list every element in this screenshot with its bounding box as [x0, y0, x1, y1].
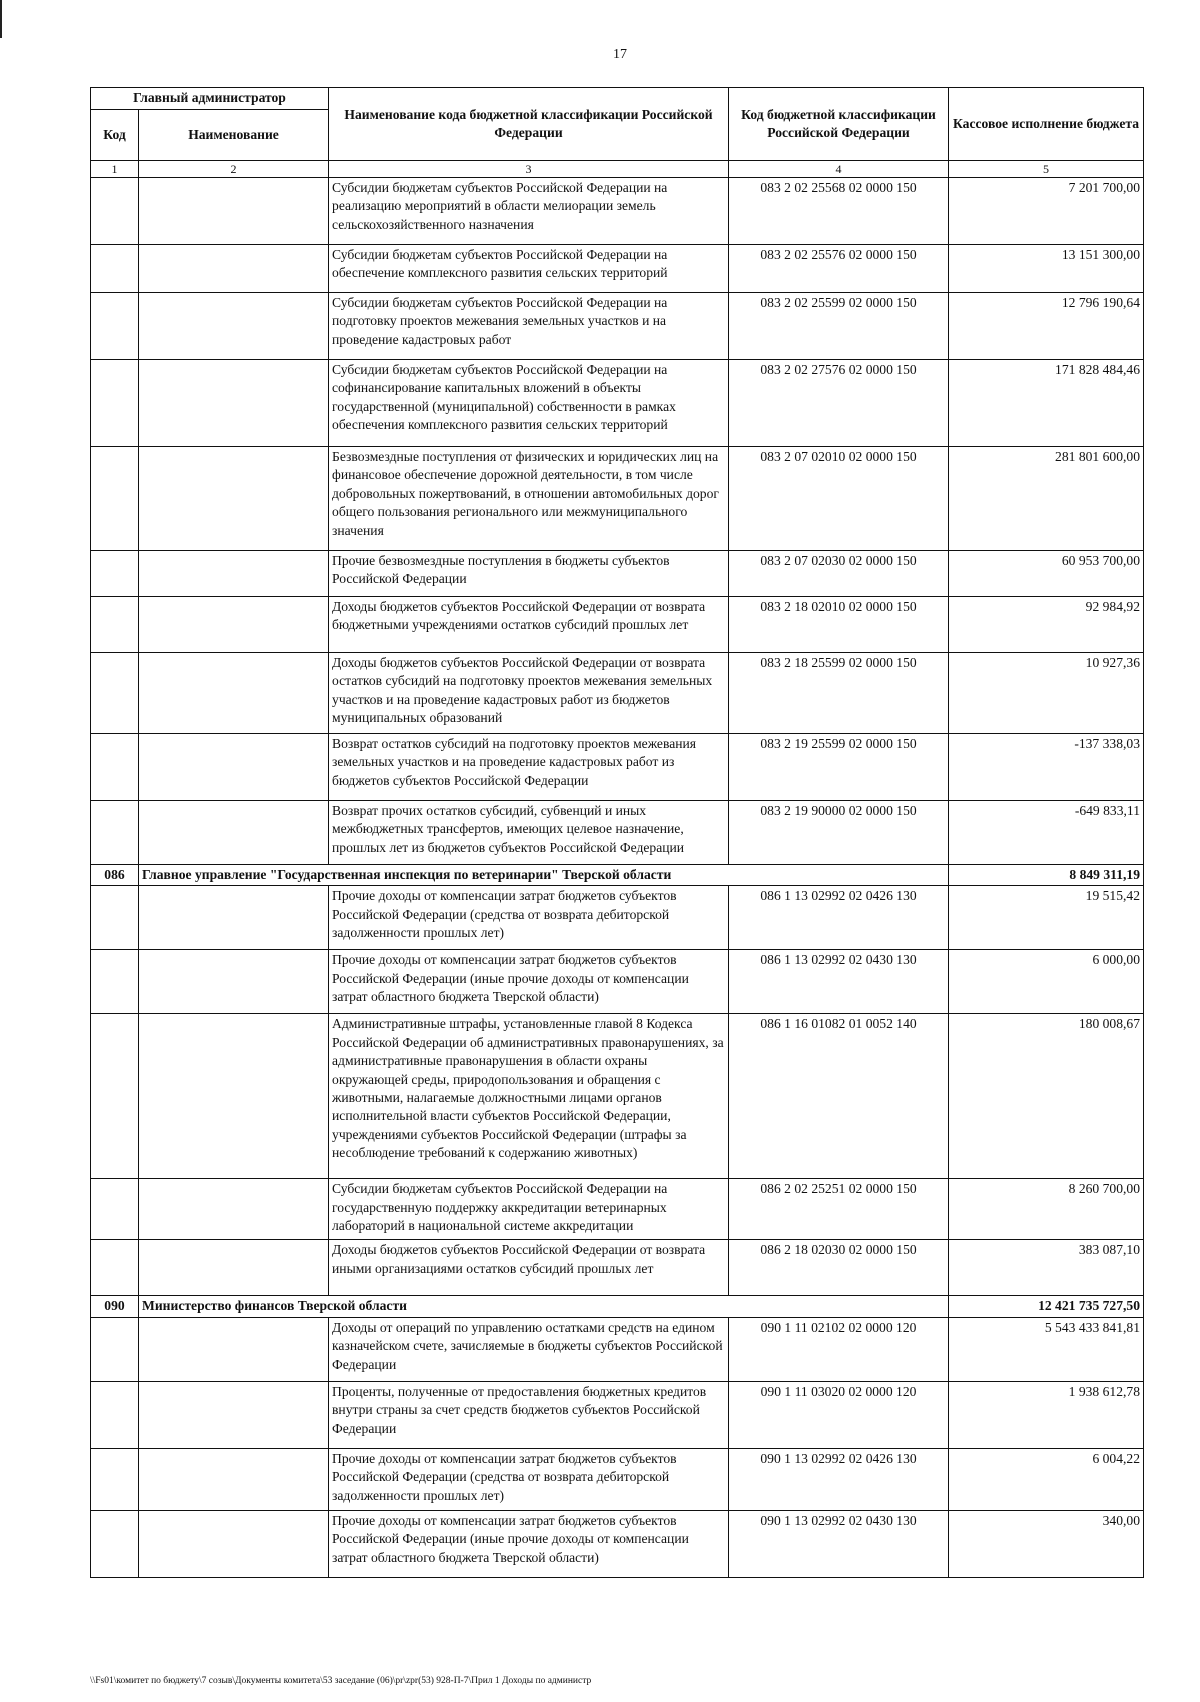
admin-code: 086: [91, 865, 139, 886]
kbk-code-cell: 090 1 13 02992 02 0426 130: [729, 1448, 949, 1510]
kbk-code-cell: 083 2 02 25576 02 0000 150: [729, 245, 949, 293]
table-row: [91, 886, 1144, 950]
amount-cell: 6 004,22: [949, 1448, 1144, 1510]
kbk-name-cell: Безвозмездные поступления от физических и юридических лиц на финансовое обеспечение дорожной деятельности, в том числе добровольных пожертвований, в отношении автомобильных дорог общего пользования регионального или межмуниципального значения: [329, 447, 729, 551]
empty-code-cell: [91, 245, 139, 293]
table-row: [91, 1179, 1144, 1240]
admin-row: [91, 1296, 1144, 1317]
empty-name-cell: [139, 886, 329, 950]
kbk-name-cell: Субсидии бюджетам субъектов Российской Федерации на государственную поддержку аккредитации ветеринарных лабораторий в национальной системе аккредитации: [329, 1179, 729, 1240]
kbk-code-cell: 083 2 02 27576 02 0000 150: [729, 360, 949, 447]
table-row: [91, 597, 1144, 653]
page-number: 17: [613, 47, 627, 62]
admin-code: 090: [91, 1296, 139, 1317]
amount-cell: -137 338,03: [949, 734, 1144, 801]
kbk-name-cell: Доходы бюджетов субъектов Российской Федерации от возврата иными организациями остатков субсидий прошлых лет: [329, 1240, 729, 1296]
amount-cell: 60 953 700,00: [949, 551, 1144, 597]
empty-name-cell: [139, 245, 329, 293]
column-number: 4: [729, 161, 949, 178]
table-row: [91, 1381, 1144, 1448]
kbk-code-cell: 090 1 11 02102 02 0000 120: [729, 1317, 949, 1381]
empty-name-cell: [139, 551, 329, 597]
amount-cell: 12 796 190,64: [949, 293, 1144, 360]
empty-code-cell: [91, 1317, 139, 1381]
empty-name-cell: [139, 1381, 329, 1448]
empty-code-cell: [91, 447, 139, 551]
empty-code-cell: [91, 360, 139, 447]
table-row: [91, 801, 1144, 865]
amount-cell: 281 801 600,00: [949, 447, 1144, 551]
empty-name-cell: [139, 1510, 329, 1577]
admin-name: Главное управление "Государственная инспекция по ветеринарии" Тверской области: [139, 865, 949, 886]
header-main-admin: Главный администратор: [91, 88, 329, 110]
empty-name-cell: [139, 1014, 329, 1179]
empty-code-cell: [91, 1381, 139, 1448]
kbk-code-cell: 086 2 02 25251 02 0000 150: [729, 1179, 949, 1240]
kbk-name-cell: Субсидии бюджетам субъектов Российской Федерации на софинансирование капитальных вложений в объекты государственной (муниципальной) собственности в рамках обеспечения комплексного развития сельских территорий: [329, 360, 729, 447]
kbk-code-cell: 083 2 07 02010 02 0000 150: [729, 447, 949, 551]
kbk-name-cell: Доходы от операций по управлению остатками средств на едином казначейском счете, зачисляемые в бюджеты субъектов Российской Федерации: [329, 1317, 729, 1381]
table-row: [91, 1317, 1144, 1381]
empty-name-cell: [139, 653, 329, 734]
admin-total-amount: 8 849 311,19: [949, 865, 1144, 886]
empty-code-cell: [91, 734, 139, 801]
empty-name-cell: [139, 293, 329, 360]
scan-edge-mark: [0, 0, 2, 38]
amount-cell: 1 938 612,78: [949, 1381, 1144, 1448]
kbk-name-cell: Возврат прочих остатков субсидий, субвенций и иных межбюджетных трансфертов, имеющих целевое назначение, прошлых лет из бюджетов субъектов Российской Федерации: [329, 801, 729, 865]
kbk-name-cell: Возврат остатков субсидий на подготовку проектов межевания земельных участков и на проведение кадастровых работ из бюджетов субъектов Российской Федерации: [329, 734, 729, 801]
column-number: 5: [949, 161, 1144, 178]
revenue-table: [90, 87, 1144, 1578]
empty-code-cell: [91, 293, 139, 360]
kbk-code-cell: 090 1 11 03020 02 0000 120: [729, 1381, 949, 1448]
table-row: [91, 734, 1144, 801]
header-kbk-name: Наименование кода бюджетной классификации Российской Федерации: [329, 88, 729, 161]
empty-code-cell: [91, 950, 139, 1014]
empty-code-cell: [91, 1179, 139, 1240]
empty-code-cell: [91, 886, 139, 950]
column-number-row: [91, 161, 1144, 178]
kbk-name-cell: Прочие доходы от компенсации затрат бюджетов субъектов Российской Федерации (иные прочие доходы от компенсации затрат областного бюджета Тверской области): [329, 950, 729, 1014]
empty-code-cell: [91, 1240, 139, 1296]
table-row: [91, 1448, 1144, 1510]
kbk-name-cell: Субсидии бюджетам субъектов Российской Федерации на подготовку проектов межевания земельных участков и на проведение кадастровых работ: [329, 293, 729, 360]
kbk-name-cell: Субсидии бюджетам субъектов Российской Федерации на реализацию мероприятий в области мелиорации земель сельскохозяйственного назначения: [329, 178, 729, 245]
table-row: [91, 1510, 1144, 1577]
header-kbk-code: Код бюджетной классификации Российской Федерации: [729, 88, 949, 161]
empty-name-cell: [139, 1240, 329, 1296]
kbk-name-cell: Прочие безвозмездные поступления в бюджеты субъектов Российской Федерации: [329, 551, 729, 597]
footer-file-path: \\Fs01\комитет по бюджету\7 созыв\Документы комитета\53 заседание (06)\pr\zpr(53) 928-П-7\Прил 1 Доходы по админиcтр: [90, 1676, 592, 1686]
admin-total-amount: 12 421 735 727,50: [949, 1296, 1144, 1317]
empty-name-cell: [139, 1448, 329, 1510]
kbk-name-cell: Проценты, полученные от предоставления бюджетных кредитов внутри страны за счет средств бюджетов субъектов Российской Федерации: [329, 1381, 729, 1448]
empty-name-cell: [139, 360, 329, 447]
empty-name-cell: [139, 597, 329, 653]
header-execution: Кассовое исполнение бюджета: [949, 88, 1144, 161]
table-row: [91, 447, 1144, 551]
kbk-code-cell: 083 2 02 25599 02 0000 150: [729, 293, 949, 360]
amount-cell: 10 927,36: [949, 653, 1144, 734]
table-row: [91, 1240, 1144, 1296]
table-row: [91, 950, 1144, 1014]
amount-cell: 13 151 300,00: [949, 245, 1144, 293]
kbk-name-cell: Административные штрафы, установленные главой 8 Кодекса Российской Федерации об административных правонарушениях, за административные правонарушения в области охраны окружающей среды, природопользования и обращения с животными, налагаемые должностными лицами органов исполнительной власти субъектов Российской Федерации, учреждениями субъектов Российской Федерации (штрафы за несоблюдение требований к содержанию животных): [329, 1014, 729, 1179]
column-number: 3: [329, 161, 729, 178]
empty-code-cell: [91, 178, 139, 245]
amount-cell: 19 515,42: [949, 886, 1144, 950]
empty-name-cell: [139, 801, 329, 865]
table-header: [91, 88, 1144, 178]
admin-name: Министерство финансов Тверской области: [139, 1296, 949, 1317]
kbk-code-cell: 083 2 18 02010 02 0000 150: [729, 597, 949, 653]
empty-name-cell: [139, 447, 329, 551]
amount-cell: 180 008,67: [949, 1014, 1144, 1179]
amount-cell: 383 087,10: [949, 1240, 1144, 1296]
empty-name-cell: [139, 734, 329, 801]
empty-name-cell: [139, 950, 329, 1014]
amount-cell: 92 984,92: [949, 597, 1144, 653]
kbk-code-cell: 083 2 19 25599 02 0000 150: [729, 734, 949, 801]
table-row: [91, 293, 1144, 360]
empty-code-cell: [91, 653, 139, 734]
empty-name-cell: [139, 1179, 329, 1240]
table-body: [91, 178, 1144, 1578]
empty-code-cell: [91, 801, 139, 865]
kbk-code-cell: 086 1 13 02992 02 0430 130: [729, 950, 949, 1014]
empty-name-cell: [139, 178, 329, 245]
table-row: [91, 653, 1144, 734]
table-row: [91, 360, 1144, 447]
empty-code-cell: [91, 1014, 139, 1179]
kbk-code-cell: 086 2 18 02030 02 0000 150: [729, 1240, 949, 1296]
kbk-name-cell: Доходы бюджетов субъектов Российской Федерации от возврата остатков субсидий на подготовку проектов межевания земельных участков и на проведение кадастровых работ из бюджетов муниципальных образований: [329, 653, 729, 734]
empty-code-cell: [91, 1510, 139, 1577]
kbk-name-cell: Прочие доходы от компенсации затрат бюджетов субъектов Российской Федерации (иные прочие доходы от компенсации затрат областного бюджета Тверской области): [329, 1510, 729, 1577]
empty-code-cell: [91, 1448, 139, 1510]
kbk-code-cell: 086 1 16 01082 01 0052 140: [729, 1014, 949, 1179]
kbk-name-cell: Прочие доходы от компенсации затрат бюджетов субъектов Российской Федерации (средства от возврата дебиторской задолженности прошлых лет): [329, 1448, 729, 1510]
empty-code-cell: [91, 551, 139, 597]
amount-cell: 171 828 484,46: [949, 360, 1144, 447]
table-row: [91, 245, 1144, 293]
amount-cell: 5 543 433 841,81: [949, 1317, 1144, 1381]
amount-cell: 7 201 700,00: [949, 178, 1144, 245]
kbk-name-cell: Субсидии бюджетам субъектов Российской Федерации на обеспечение комплексного развития сельских территорий: [329, 245, 729, 293]
amount-cell: -649 833,11: [949, 801, 1144, 865]
empty-code-cell: [91, 597, 139, 653]
kbk-code-cell: 083 2 18 25599 02 0000 150: [729, 653, 949, 734]
table-row: [91, 178, 1144, 245]
kbk-code-cell: 086 1 13 02992 02 0426 130: [729, 886, 949, 950]
admin-row: [91, 865, 1144, 886]
kbk-name-cell: Доходы бюджетов субъектов Российской Федерации от возврата бюджетными учреждениями остатков субсидий прошлых лет: [329, 597, 729, 653]
column-number: 2: [139, 161, 329, 178]
empty-name-cell: [139, 1317, 329, 1381]
table-row: [91, 1014, 1144, 1179]
header-code: Код: [91, 109, 139, 160]
column-number: 1: [91, 161, 139, 178]
header-name: Наименование: [139, 109, 329, 160]
kbk-code-cell: 083 2 02 25568 02 0000 150: [729, 178, 949, 245]
amount-cell: 6 000,00: [949, 950, 1144, 1014]
amount-cell: 8 260 700,00: [949, 1179, 1144, 1240]
kbk-code-cell: 083 2 19 90000 02 0000 150: [729, 801, 949, 865]
amount-cell: 340,00: [949, 1510, 1144, 1577]
kbk-name-cell: Прочие доходы от компенсации затрат бюджетов субъектов Российской Федерации (средства от возврата дебиторской задолженности прошлых лет): [329, 886, 729, 950]
kbk-code-cell: 090 1 13 02992 02 0430 130: [729, 1510, 949, 1577]
kbk-code-cell: 083 2 07 02030 02 0000 150: [729, 551, 949, 597]
table-row: [91, 551, 1144, 597]
